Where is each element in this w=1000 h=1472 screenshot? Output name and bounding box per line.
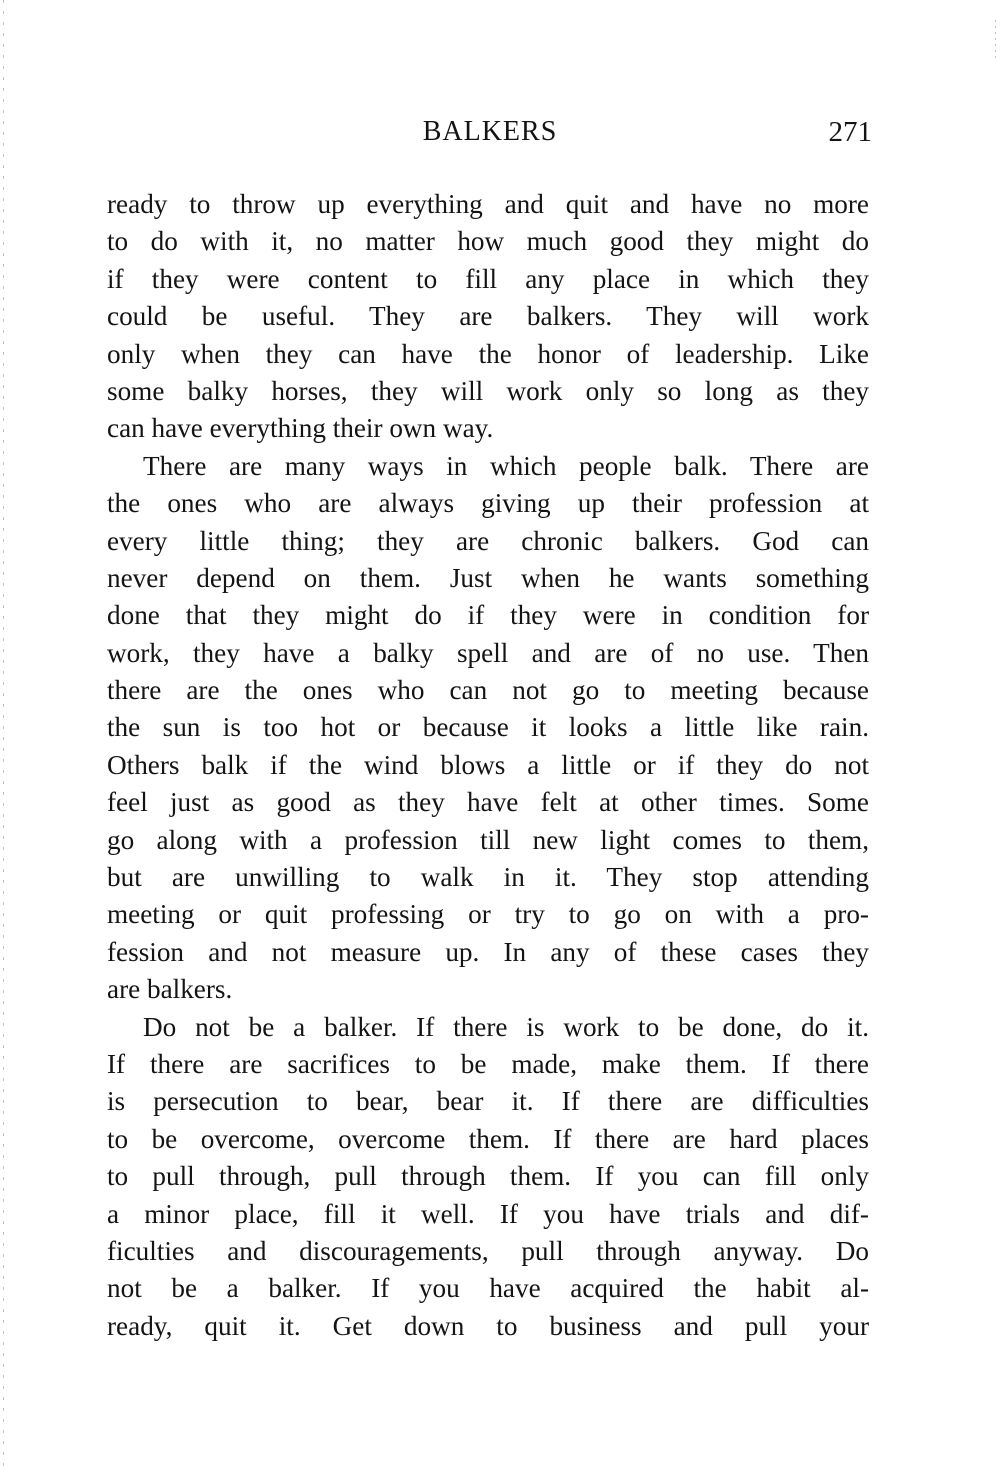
text-line: the sun is too hot or because it looks a little like rain.	[107, 712, 869, 743]
text-line: feel just as good as they have felt at other times. Some	[107, 787, 869, 818]
text-line: is persecution to bear, bear it. If there are difficulties	[107, 1086, 869, 1117]
body-text	[107, 186, 869, 1345]
text-line: there are the ones who can not go to meeting because	[107, 675, 869, 706]
text-line: meeting or quit professing or try to go on with a pro-	[107, 899, 869, 930]
text-line: to do with it, no matter how much good they might do	[107, 226, 869, 257]
text-line: can have everything their own way.	[107, 413, 494, 444]
text-line: never depend on them. Just when he wants something	[107, 562, 869, 593]
text-line: go along with a profession till new light comes to them,	[107, 824, 869, 855]
text-line: Do not be a balker. If there is work to be done, do it.	[143, 1011, 869, 1042]
page-edge-right	[995, 20, 996, 60]
text-line: some balky horses, they will work only so long as they	[107, 375, 869, 406]
text-line: only when they can have the honor of leadership. Like	[107, 338, 869, 369]
text-line: fession and not measure up. In any of these cases they	[107, 936, 869, 967]
paragraph	[107, 1009, 869, 1346]
text-line: every little thing; they are chronic balkers. God can	[107, 525, 869, 556]
text-line: are balkers.	[107, 974, 233, 1005]
text-line: the ones who are always giving up their profession at	[107, 488, 869, 519]
text-line: ready to throw up everything and quit and have no more	[107, 189, 869, 219]
text-line: not be a balker. If you have acquired the habit al-	[107, 1273, 869, 1304]
text-line: to be overcome, overcome them. If there are hard places	[107, 1123, 869, 1154]
page-edge-left	[3, 0, 4, 1472]
text-line: if they were content to fill any place in which they	[107, 263, 869, 294]
text-line: could be useful. They are balkers. They will work	[107, 301, 869, 332]
paragraph	[107, 448, 869, 1009]
text-line: to pull through, pull through them. If you can fill only	[107, 1161, 869, 1192]
text-line: a minor place, fill it well. If you have trials and dif-	[107, 1198, 869, 1229]
page-number: 271	[828, 116, 872, 148]
text-line: If there are sacrifices to be made, make them. If there	[107, 1048, 869, 1079]
text-line: but are unwilling to walk in it. They stop attending	[107, 862, 869, 893]
text-line: Others balk if the wind blows a little or if they do not	[107, 749, 869, 780]
text-line: work, they have a balky spell and are of no use. Then	[107, 637, 869, 668]
running-head	[108, 112, 872, 152]
paragraph	[107, 186, 869, 448]
text-line: ficulties and discouragements, pull through anyway. Do	[107, 1235, 869, 1266]
running-title: BALKERS	[422, 116, 558, 147]
text-line: ready, quit it. Get down to business and pull your	[107, 1310, 869, 1341]
text-line: There are many ways in which people balk. There are	[143, 450, 869, 481]
text-line: done that they might do if they were in condition for	[107, 600, 869, 631]
